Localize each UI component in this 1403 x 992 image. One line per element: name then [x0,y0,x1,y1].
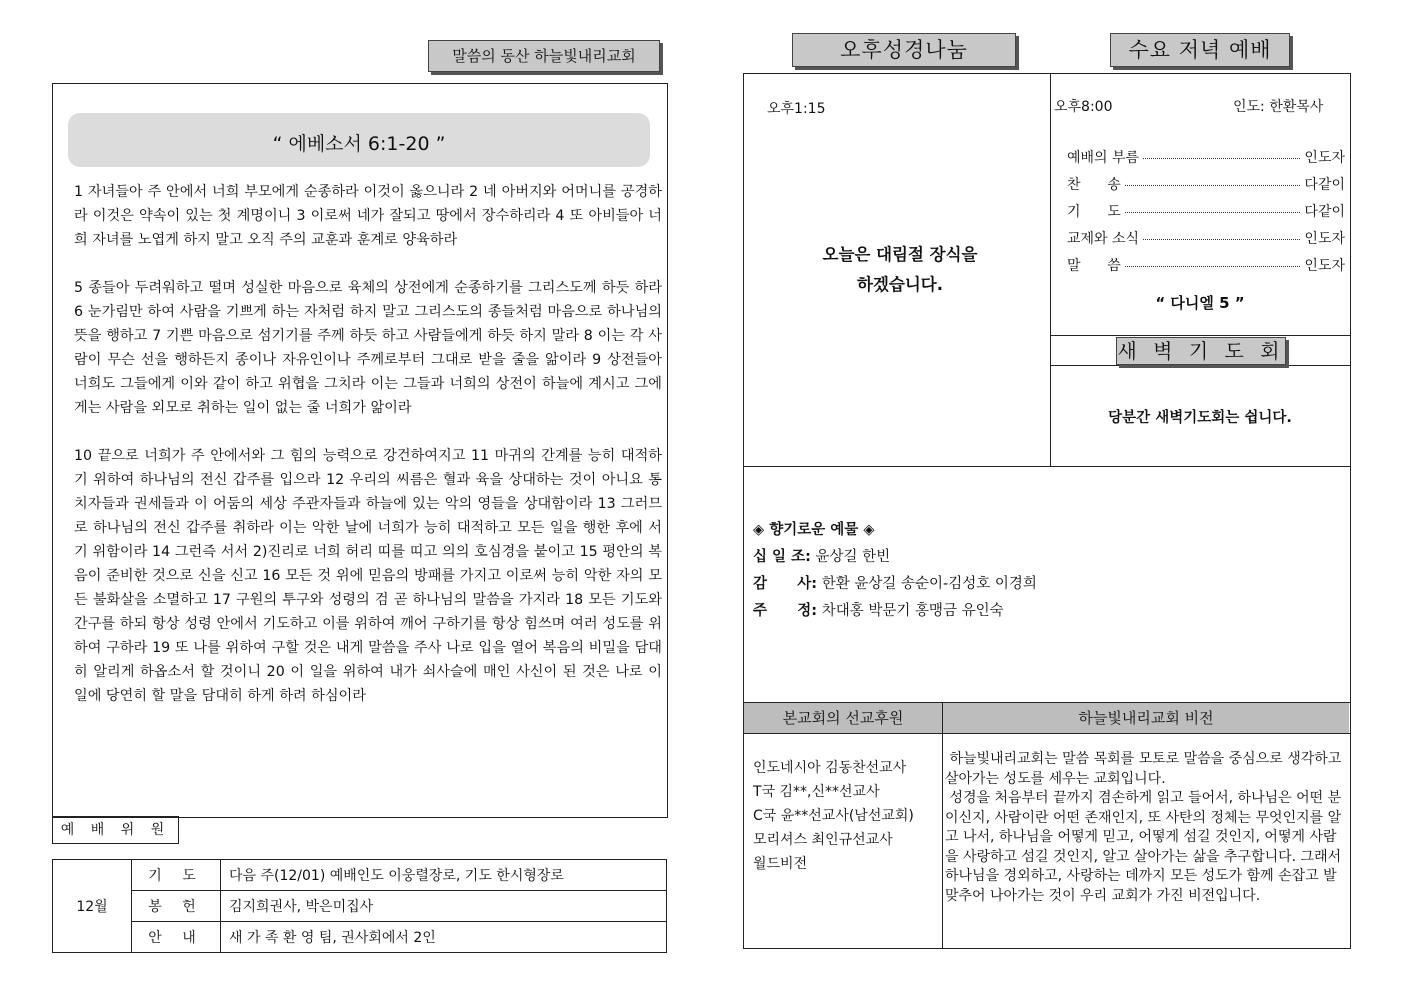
order-person: 인도자 [1304,230,1345,247]
order-row [1067,251,1345,278]
duty-detail: 다음 주(12/01) 예배인도 이웅렬장로, 기도 한시형장로 [221,860,667,891]
verse-paragraph: 10 끝으로 너희가 주 안에서와 그 힘의 능력으로 강건하여지고 11 마귀의 간계를 능히 대적하기 위하여 하나님의 전신 갑주를 입으라 12 우리의 씨름은 혈과 육을 상대하는 것이 아니요 통치자들과 권세들과 이 어둠의 세상 주관자들과 하늘에 있는 악의 영들을 상대함이라 13 그러므로 하나님의 전신 갑주를 취하라 이는 악한 날에 너희가 능히 대적하고 모든 일을 행한 후에 서기 위함이라 14 그런즉 서서 2)진리로 너희 허리 띠를 띠고 의의 호심경을 붙이고 15 평안의 복음이 준비한 것으로 신을 신고 16 모든 것 위에 믿음의 방패를 가지고 이로써 능히 악한 자의 모든 불화살을 소멸하고 17 구원의 투구와 성령의 검 곧 하나님의 말씀을 가지라 18 모든 기도와 간구를 하되 항상 성령 안에서 기도하고 이를 위하여 깨어 구하기를 항상 힘쓰며 여러 성도를 위하여 구하라 19 또 나를 위하여 구할 것은 내게 말씀을 주사 나로 입을 열어 복음의 비밀을 담대히 알리게 하옵소서 할 것이니 20 이 일을 위하여 내가 쇠사슬에 매인 사신이 된 것은 나로 이 일에 당연히 할 말을 담대히 하게 하려 하심이라 [74,448,662,704]
order-person: 다같이 [1304,203,1345,220]
verse-paragraph: 5 종들아 두려워하고 떨며 성실한 마음으로 육체의 상전에게 순종하기를 그리스도께 하듯 하라 6 눈가림만 하여 사람을 기쁘게 하는 자처럼 하지 말고 그리스도의 종들처럼 마음으로 하나님의 뜻을 행하고 7 기쁜 마음으로 섬기기를 주께 하듯 하고 사람들에게 하듯 하지 말라 8 이는 각 사람이 무슨 선을 행하든지 종이나 자유인이나 주께로부터 그대로 받을 줄을 앎이라 9 상전들아 너희도 그들에게 이와 같이 하고 위협을 그치라 이는 그들과 너희의 상전이 하늘에 계시고 그에게는 사람을 외모로 취하는 일이 없는 줄 너희가 앎이라 [74,280,662,416]
offering-names: 윤상길 한빈 [815,549,891,565]
worship-order [1067,143,1345,278]
afternoon-time: 오후1:15 [767,101,826,117]
offering-label: 주 정: [753,603,818,619]
row-divider [743,733,1350,734]
list-item: T국 김**,신**선교사 [753,784,880,800]
order-item: 기 도 [1067,203,1121,220]
vision-paragraph: 하늘빛내리교회는 말씀 목회를 모토로 말씀을 중심으로 생각하고 살아가는 성도를 세우는 교회입니다. [945,751,1346,787]
order-item: 교제와 소식 [1067,230,1140,247]
column-divider [942,702,943,948]
offering-names: 한환 윤상길 송순이-김성호 이경희 [821,576,1037,592]
verse-paragraph: 1 자녀들아 주 안에서 너희 부모에게 순종하라 이것이 옳으니라 2 네 아버지와 어머니를 공경하라 이것은 약속이 있는 첫 계명이니 3 이로써 네가 잘되고 땅에서 장수하리라 4 또 아비들아 너희 자녀를 노엽게 하지 말고 오직 주의 교훈과 훈계로 양육하라 [74,184,662,248]
leader-dots [1125,266,1301,267]
duty-detail: 김지희권사, 박은미집사 [221,891,667,922]
table-row [53,922,667,953]
duty-role: 봉 헌 [132,891,221,922]
dawn-prayer-title: 새 벽 기 도 회 [1117,339,1285,363]
list-item: 인도네시아 김동찬선교사 [753,760,907,776]
leader-dots [1125,185,1301,186]
column-divider [1050,73,1051,466]
duty-table [52,859,667,953]
offering-label: 감 사: [753,576,818,592]
offering-row [753,544,1037,571]
duty-detail: 새 가 족 환 영 팀, 권사회에서 2인 [221,922,667,953]
list-item: C국 윤**선교사(남선교회) [753,808,914,824]
leader-dots [1125,212,1301,213]
wednesday-passage: “ 다니엘 5 ” [1155,294,1245,312]
offering-label: 십 일 조: [753,549,811,565]
row-divider [743,466,1350,467]
passage-title: “ 에베소서 6:1-20 ” [68,113,650,167]
offering-section [753,517,1037,625]
missions-header: 본교회의 선교후원 [744,703,942,733]
wednesday-section-title: 수요 저녁 예배 [1110,33,1290,67]
list-item: 모리셔스 최인규선교사 [753,832,893,848]
list-item: 월드비전 [753,856,808,872]
duty-role: 안 내 [132,922,221,953]
wednesday-time: 오후8:00 [1054,99,1113,115]
afternoon-section-title: 오후성경나눔 [792,33,1016,67]
dawn-prayer-message: 당분간 새벽기도회는 쉽니다. [1108,410,1292,426]
order-item: 말 씀 [1067,257,1121,274]
leader-dots [1143,158,1300,159]
duty-month: 12월 [53,860,132,953]
vision-paragraph: 성경을 처음부터 끝까지 겸손하게 읽고 들어서, 하나님은 어떤 분이신지, 사람이란 어떤 존재인지, 또 사탄의 정체는 무엇인지를 알고 나서, 하나님을 어떻게 믿고, 어떻게 섬길 것인지, 어떻게 사람을 사랑하고 섬길 것인지, 알고 살아가는 삶을 추구합니다. 그래서 하나님을 경외하고, 사랑하는 데까지 모든 성도가 함께 손잡고 발맞추어 나아가는 것이 우리 교회가 가진 비전입니다. [945,790,1346,904]
afternoon-message-line: 오늘은 대림절 장식을 [822,245,978,264]
church-name-badge: 말씀의 동산 하늘빛내리교회 [428,40,660,72]
afternoon-message [760,240,1040,300]
order-row [1067,197,1345,224]
order-row [1067,224,1345,251]
worship-committee-label: 예 배 위 원 [52,816,179,844]
table-row [53,860,667,891]
scripture-text [74,180,662,732]
row-divider [1050,365,1350,366]
vision-text [945,750,1345,906]
order-row [1067,143,1345,170]
order-item: 예배의 부름 [1067,149,1140,166]
wednesday-leader: 인도: 한환목사 [1233,99,1324,115]
offering-row [753,571,1037,598]
leader-dots [1143,239,1300,240]
order-row [1067,170,1345,197]
offering-names: 차대홍 박문기 홍맹금 유인숙 [821,603,1004,619]
missions-list [753,756,914,876]
order-person: 인도자 [1304,257,1345,274]
offering-heading: ◈ 향기로운 예물 ◈ [753,522,875,538]
order-person: 다같이 [1304,176,1345,193]
afternoon-message-line: 하겠습니다. [857,275,943,294]
duty-role: 기 도 [132,860,221,891]
row-divider [1050,335,1350,336]
offering-row [753,598,1037,625]
order-person: 인도자 [1304,149,1345,166]
order-item: 찬 송 [1067,176,1121,193]
table-row [53,891,667,922]
vision-header: 하늘빛내리교회 비전 [943,703,1349,733]
